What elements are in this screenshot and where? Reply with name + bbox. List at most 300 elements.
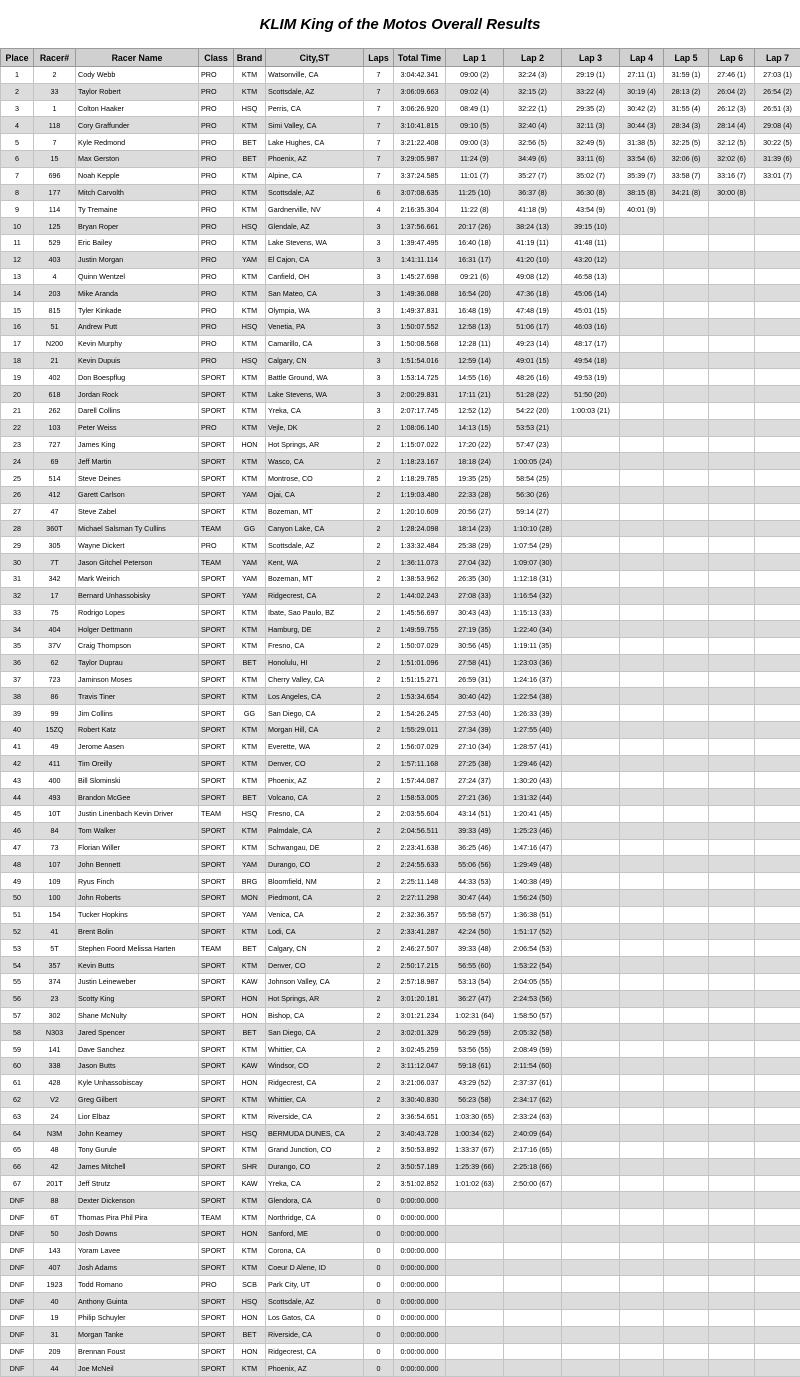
cell-lap-6: 32:02 (6)	[709, 150, 755, 167]
cell-lap-1: 27:19 (35)	[446, 621, 504, 638]
cell-lap-2	[504, 1242, 562, 1259]
cell-lap-3	[562, 520, 620, 537]
cell-lap-7	[755, 1309, 800, 1326]
cell-place: 9	[1, 201, 34, 218]
column-header-place: Place	[1, 49, 34, 67]
cell-lap-2: 49:23 (14)	[504, 335, 562, 352]
table-row	[1, 1074, 800, 1091]
table-row	[1, 134, 800, 151]
cell-lap-6	[709, 789, 755, 806]
cell-class: SPORT	[199, 873, 234, 890]
cell-place: 58	[1, 1024, 34, 1041]
cell-lap-2: 36:37 (8)	[504, 184, 562, 201]
cell-place: 53	[1, 940, 34, 957]
cell-lap-4	[620, 671, 664, 688]
cell-class: SPORT	[199, 1175, 234, 1192]
column-header-lap-2: Lap 2	[504, 49, 562, 67]
cell-brand: KTM	[234, 822, 266, 839]
cell-lap-4	[620, 906, 664, 923]
cell-total-time: 3:36:54.651	[394, 1108, 446, 1125]
cell-lap-6	[709, 1142, 755, 1159]
table-row	[1, 150, 800, 167]
cell-place: 12	[1, 251, 34, 268]
table-row	[1, 1091, 800, 1108]
cell-lap-7	[755, 1276, 800, 1293]
cell-lap-6: 26:12 (3)	[709, 100, 755, 117]
cell-lap-6	[709, 302, 755, 319]
cell-place: 48	[1, 856, 34, 873]
cell-lap-7	[755, 503, 800, 520]
cell-lap-2: 1:47:16 (47)	[504, 839, 562, 856]
cell-lap-4	[620, 335, 664, 352]
cell-lap-3: 49:53 (19)	[562, 369, 620, 386]
cell-class: SPORT	[199, 906, 234, 923]
cell-lap-4	[620, 856, 664, 873]
cell-class: PRO	[199, 537, 234, 554]
cell-city-st: Kent, WA	[266, 554, 364, 571]
cell-racer-number: 141	[34, 1041, 76, 1058]
cell-racer-number: 84	[34, 822, 76, 839]
cell-lap-4	[620, 621, 664, 638]
cell-lap-1: 30:47 (44)	[446, 890, 504, 907]
cell-place: 1	[1, 67, 34, 84]
cell-lap-4	[620, 604, 664, 621]
cell-place: 43	[1, 772, 34, 789]
cell-city-st: San Diego, CA	[266, 1024, 364, 1041]
cell-lap-7	[755, 402, 800, 419]
cell-place: DNF	[1, 1326, 34, 1343]
cell-lap-6: 30:00 (8)	[709, 184, 755, 201]
cell-lap-2: 1:23:03 (36)	[504, 654, 562, 671]
cell-lap-3	[562, 722, 620, 739]
cell-lap-7	[755, 251, 800, 268]
cell-total-time: 3:02:45.259	[394, 1041, 446, 1058]
table-row	[1, 1225, 800, 1242]
cell-place: 47	[1, 839, 34, 856]
cell-lap-6	[709, 218, 755, 235]
cell-lap-6	[709, 923, 755, 940]
cell-brand: GG	[234, 705, 266, 722]
cell-class: SPORT	[199, 1074, 234, 1091]
cell-total-time: 1:50:07.029	[394, 638, 446, 655]
cell-class: PRO	[199, 352, 234, 369]
cell-lap-3	[562, 738, 620, 755]
cell-lap-3	[562, 890, 620, 907]
cell-racer-name: Taylor Robert	[76, 83, 199, 100]
cell-lap-6	[709, 520, 755, 537]
cell-lap-1: 27:53 (40)	[446, 705, 504, 722]
cell-racer-number: 696	[34, 167, 76, 184]
cell-lap-5	[664, 1007, 709, 1024]
cell-brand: SCB	[234, 1276, 266, 1293]
table-row	[1, 1058, 800, 1075]
cell-city-st: Fresno, CA	[266, 638, 364, 655]
cell-city-st: Yreka, CA	[266, 1175, 364, 1192]
cell-city-st: Scottsdale, AZ	[266, 184, 364, 201]
cell-city-st: Glendale, AZ	[266, 218, 364, 235]
cell-city-st: Riverside, CA	[266, 1326, 364, 1343]
cell-city-st: Palmdale, CA	[266, 822, 364, 839]
cell-laps: 2	[364, 570, 394, 587]
cell-lap-6: 32:12 (5)	[709, 134, 755, 151]
cell-laps: 3	[364, 318, 394, 335]
cell-total-time: 3:01:21.234	[394, 1007, 446, 1024]
cell-laps: 0	[364, 1276, 394, 1293]
cell-racer-name: Philip Schuyler	[76, 1309, 199, 1326]
cell-lap-1: 56:23 (58)	[446, 1091, 504, 1108]
cell-lap-7: 33:01 (7)	[755, 167, 800, 184]
cell-lap-2: 1:40:38 (49)	[504, 873, 562, 890]
cell-lap-1: 55:58 (57)	[446, 906, 504, 923]
cell-brand: BET	[234, 1024, 266, 1041]
cell-lap-4	[620, 419, 664, 436]
cell-total-time: 2:07:17.745	[394, 402, 446, 419]
table-row	[1, 1326, 800, 1343]
cell-brand: HSQ	[234, 352, 266, 369]
cell-class: PRO	[199, 302, 234, 319]
cell-racer-number: N303	[34, 1024, 76, 1041]
cell-lap-1: 56:55 (60)	[446, 957, 504, 974]
cell-brand: HSQ	[234, 1125, 266, 1142]
cell-total-time: 1:49:59.755	[394, 621, 446, 638]
cell-lap-6	[709, 570, 755, 587]
cell-lap-5	[664, 503, 709, 520]
cell-lap-7	[755, 486, 800, 503]
cell-lap-5	[664, 839, 709, 856]
cell-brand: BET	[234, 789, 266, 806]
cell-total-time: 1:49:37.831	[394, 302, 446, 319]
cell-lap-6	[709, 822, 755, 839]
cell-lap-5	[664, 470, 709, 487]
cell-lap-4	[620, 1007, 664, 1024]
table-row	[1, 1108, 800, 1125]
cell-racer-number: 4	[34, 268, 76, 285]
cell-brand: KTM	[234, 755, 266, 772]
cell-lap-6	[709, 772, 755, 789]
cell-lap-1: 12:59 (14)	[446, 352, 504, 369]
cell-city-st: Venetia, PA	[266, 318, 364, 335]
cell-lap-6	[709, 654, 755, 671]
cell-lap-6	[709, 285, 755, 302]
cell-lap-7	[755, 789, 800, 806]
cell-city-st: Piedmont, CA	[266, 890, 364, 907]
cell-lap-2	[504, 1276, 562, 1293]
cell-racer-name: Eric Bailey	[76, 234, 199, 251]
cell-lap-4	[620, 436, 664, 453]
cell-racer-number: 17	[34, 587, 76, 604]
cell-lap-6	[709, 1192, 755, 1209]
cell-racer-name: Michael Salsman Ty Cullins	[76, 520, 199, 537]
cell-lap-7	[755, 302, 800, 319]
cell-lap-1: 20:17 (26)	[446, 218, 504, 235]
cell-lap-3	[562, 755, 620, 772]
cell-laps: 0	[364, 1293, 394, 1310]
cell-place: 8	[1, 184, 34, 201]
table-row	[1, 453, 800, 470]
cell-lap-2	[504, 1343, 562, 1360]
cell-lap-1: 14:55 (16)	[446, 369, 504, 386]
cell-city-st: Lake Stevens, WA	[266, 386, 364, 403]
cell-place: 6	[1, 150, 34, 167]
cell-total-time: 1:28:24.098	[394, 520, 446, 537]
table-row	[1, 1041, 800, 1058]
cell-lap-7	[755, 923, 800, 940]
cell-laps: 2	[364, 537, 394, 554]
cell-lap-1: 09:00 (2)	[446, 67, 504, 84]
cell-racer-number: 51	[34, 318, 76, 335]
cell-racer-name: Tom Walker	[76, 822, 199, 839]
cell-lap-6	[709, 1276, 755, 1293]
cell-racer-name: Jim Collins	[76, 705, 199, 722]
cell-class: SPORT	[199, 570, 234, 587]
cell-brand: KTM	[234, 839, 266, 856]
column-header-city-st: City,ST	[266, 49, 364, 67]
table-row	[1, 1242, 800, 1259]
cell-racer-number: 412	[34, 486, 76, 503]
cell-lap-7	[755, 1360, 800, 1377]
cell-place: 17	[1, 335, 34, 352]
column-header-class: Class	[199, 49, 234, 67]
cell-lap-5	[664, 1309, 709, 1326]
cell-racer-number: N3M	[34, 1125, 76, 1142]
cell-racer-number: 10T	[34, 806, 76, 823]
cell-class: PRO	[199, 335, 234, 352]
cell-laps: 2	[364, 822, 394, 839]
cell-laps: 2	[364, 638, 394, 655]
cell-lap-2: 1:12:18 (31)	[504, 570, 562, 587]
cell-place: 51	[1, 906, 34, 923]
cell-lap-1: 16:48 (19)	[446, 302, 504, 319]
cell-lap-3: 32:11 (3)	[562, 117, 620, 134]
column-header-lap-3: Lap 3	[562, 49, 620, 67]
table-row	[1, 386, 800, 403]
cell-racer-number: 7	[34, 134, 76, 151]
cell-lap-3	[562, 873, 620, 890]
cell-city-st: Watsonville, CA	[266, 67, 364, 84]
cell-total-time: 1:54:26.245	[394, 705, 446, 722]
cell-class: SPORT	[199, 1259, 234, 1276]
cell-class: SPORT	[199, 503, 234, 520]
cell-place: 18	[1, 352, 34, 369]
cell-racer-number: 23	[34, 990, 76, 1007]
cell-place: 24	[1, 453, 34, 470]
cell-lap-3	[562, 1142, 620, 1159]
cell-lap-4	[620, 386, 664, 403]
cell-brand: KTM	[234, 688, 266, 705]
results-table	[0, 48, 800, 1377]
cell-total-time: 2:03:55.604	[394, 806, 446, 823]
cell-brand: KTM	[234, 604, 266, 621]
cell-total-time: 3:01:20.181	[394, 990, 446, 1007]
cell-lap-4	[620, 772, 664, 789]
cell-lap-7	[755, 1158, 800, 1175]
cell-lap-6	[709, 1125, 755, 1142]
cell-lap-1: 30:40 (42)	[446, 688, 504, 705]
cell-lap-7	[755, 604, 800, 621]
cell-laps: 2	[364, 839, 394, 856]
cell-lap-7	[755, 906, 800, 923]
cell-lap-1: 30:43 (43)	[446, 604, 504, 621]
cell-laps: 0	[364, 1259, 394, 1276]
cell-brand: HON	[234, 1074, 266, 1091]
cell-lap-6	[709, 419, 755, 436]
cell-laps: 7	[364, 134, 394, 151]
table-row	[1, 856, 800, 873]
cell-place: 20	[1, 386, 34, 403]
cell-place: DNF	[1, 1225, 34, 1242]
cell-lap-6	[709, 738, 755, 755]
cell-place: 32	[1, 587, 34, 604]
cell-lap-2	[504, 1326, 562, 1343]
cell-class: SPORT	[199, 974, 234, 991]
cell-racer-name: Kyle Redmond	[76, 134, 199, 151]
cell-place: 30	[1, 554, 34, 571]
cell-lap-2: 2:04:05 (55)	[504, 974, 562, 991]
cell-total-time: 3:30:40.830	[394, 1091, 446, 1108]
cell-lap-3	[562, 705, 620, 722]
cell-lap-6	[709, 688, 755, 705]
cell-lap-3	[562, 923, 620, 940]
cell-racer-number: 342	[34, 570, 76, 587]
cell-lap-5: 31:59 (1)	[664, 67, 709, 84]
cell-lap-3	[562, 1091, 620, 1108]
cell-laps: 2	[364, 873, 394, 890]
cell-city-st: Morgan Hill, CA	[266, 722, 364, 739]
cell-lap-5: 31:55 (4)	[664, 100, 709, 117]
cell-racer-name: Dave Sanchez	[76, 1041, 199, 1058]
cell-city-st: Grand Junction, CO	[266, 1142, 364, 1159]
cell-brand: BET	[234, 150, 266, 167]
table-row	[1, 738, 800, 755]
cell-brand: BET	[234, 654, 266, 671]
cell-total-time: 1:51:01.096	[394, 654, 446, 671]
cell-city-st: Sanford, ME	[266, 1225, 364, 1242]
cell-racer-number: 400	[34, 772, 76, 789]
cell-lap-3	[562, 1007, 620, 1024]
cell-total-time: 1:18:23.167	[394, 453, 446, 470]
cell-racer-name: Mike Aranda	[76, 285, 199, 302]
cell-lap-2: 32:15 (2)	[504, 83, 562, 100]
table-row	[1, 167, 800, 184]
table-row	[1, 285, 800, 302]
cell-lap-3	[562, 688, 620, 705]
cell-racer-name: Jason Butts	[76, 1058, 199, 1075]
cell-racer-number: 44	[34, 1360, 76, 1377]
cell-class: SPORT	[199, 856, 234, 873]
cell-lap-3	[562, 570, 620, 587]
cell-racer-name: Steve Deines	[76, 470, 199, 487]
cell-lap-6: 28:14 (4)	[709, 117, 755, 134]
cell-class: SPORT	[199, 722, 234, 739]
cell-laps: 0	[364, 1192, 394, 1209]
cell-lap-6	[709, 318, 755, 335]
cell-brand: KTM	[234, 419, 266, 436]
cell-class: PRO	[199, 83, 234, 100]
cell-place: 5	[1, 134, 34, 151]
cell-racer-name: Dexter Dickenson	[76, 1192, 199, 1209]
cell-city-st: Calgary, CN	[266, 940, 364, 957]
cell-lap-7	[755, 470, 800, 487]
cell-laps: 2	[364, 587, 394, 604]
cell-lap-4	[620, 822, 664, 839]
cell-total-time: 1:50:07.552	[394, 318, 446, 335]
cell-lap-7	[755, 1125, 800, 1142]
cell-city-st: Coeur D Alene, ID	[266, 1259, 364, 1276]
cell-city-st: Denver, CO	[266, 755, 364, 772]
cell-lap-6	[709, 1225, 755, 1242]
cell-lap-2: 1:00:05 (24)	[504, 453, 562, 470]
cell-lap-7	[755, 1209, 800, 1226]
cell-lap-1: 22:33 (28)	[446, 486, 504, 503]
table-row	[1, 268, 800, 285]
cell-lap-4	[620, 923, 664, 940]
cell-racer-name: Rodrigo Lopes	[76, 604, 199, 621]
cell-city-st: Volcano, CA	[266, 789, 364, 806]
cell-racer-name: Kevin Dupuis	[76, 352, 199, 369]
cell-class: SPORT	[199, 1091, 234, 1108]
cell-city-st: Bozeman, MT	[266, 570, 364, 587]
cell-class: SPORT	[199, 1309, 234, 1326]
cell-laps: 4	[364, 201, 394, 218]
cell-place: 10	[1, 218, 34, 235]
cell-racer-name: Brennan Foust	[76, 1343, 199, 1360]
cell-lap-2: 2:08:49 (59)	[504, 1041, 562, 1058]
cell-lap-3: 32:49 (5)	[562, 134, 620, 151]
cell-lap-1: 27:58 (41)	[446, 654, 504, 671]
cell-lap-1: 1:33:37 (67)	[446, 1142, 504, 1159]
cell-lap-4	[620, 1225, 664, 1242]
cell-lap-3: 46:03 (16)	[562, 318, 620, 335]
cell-lap-5	[664, 1041, 709, 1058]
cell-lap-1: 36:25 (46)	[446, 839, 504, 856]
cell-racer-name: Steve Zabel	[76, 503, 199, 520]
cell-lap-4	[620, 285, 664, 302]
cell-laps: 3	[364, 302, 394, 319]
cell-laps: 7	[364, 83, 394, 100]
table-row	[1, 705, 800, 722]
cell-lap-2	[504, 1309, 562, 1326]
cell-laps: 3	[364, 251, 394, 268]
cell-city-st: BERMUDA DUNES, CA	[266, 1125, 364, 1142]
cell-racer-name: Tyler Kinkade	[76, 302, 199, 319]
cell-racer-number: 37V	[34, 638, 76, 655]
cell-place: 41	[1, 738, 34, 755]
cell-lap-1: 55:06 (56)	[446, 856, 504, 873]
cell-city-st: Riverside, CA	[266, 1108, 364, 1125]
cell-racer-number: 404	[34, 621, 76, 638]
cell-place: 36	[1, 654, 34, 671]
cell-lap-6	[709, 1343, 755, 1360]
cell-lap-7	[755, 873, 800, 890]
cell-total-time: 3:29:05.987	[394, 150, 446, 167]
cell-place: 44	[1, 789, 34, 806]
cell-racer-number: 529	[34, 234, 76, 251]
cell-total-time: 1:57:11.168	[394, 755, 446, 772]
cell-laps: 2	[364, 604, 394, 621]
cell-place: 33	[1, 604, 34, 621]
cell-lap-1: 56:29 (59)	[446, 1024, 504, 1041]
cell-lap-1: 27:21 (36)	[446, 789, 504, 806]
cell-total-time: 1:15:07.022	[394, 436, 446, 453]
cell-brand: KTM	[234, 1091, 266, 1108]
cell-place: 66	[1, 1158, 34, 1175]
cell-lap-7	[755, 1225, 800, 1242]
cell-lap-5	[664, 1192, 709, 1209]
cell-brand: KTM	[234, 1192, 266, 1209]
cell-lap-1: 43:29 (52)	[446, 1074, 504, 1091]
cell-lap-4	[620, 352, 664, 369]
cell-lap-7	[755, 436, 800, 453]
